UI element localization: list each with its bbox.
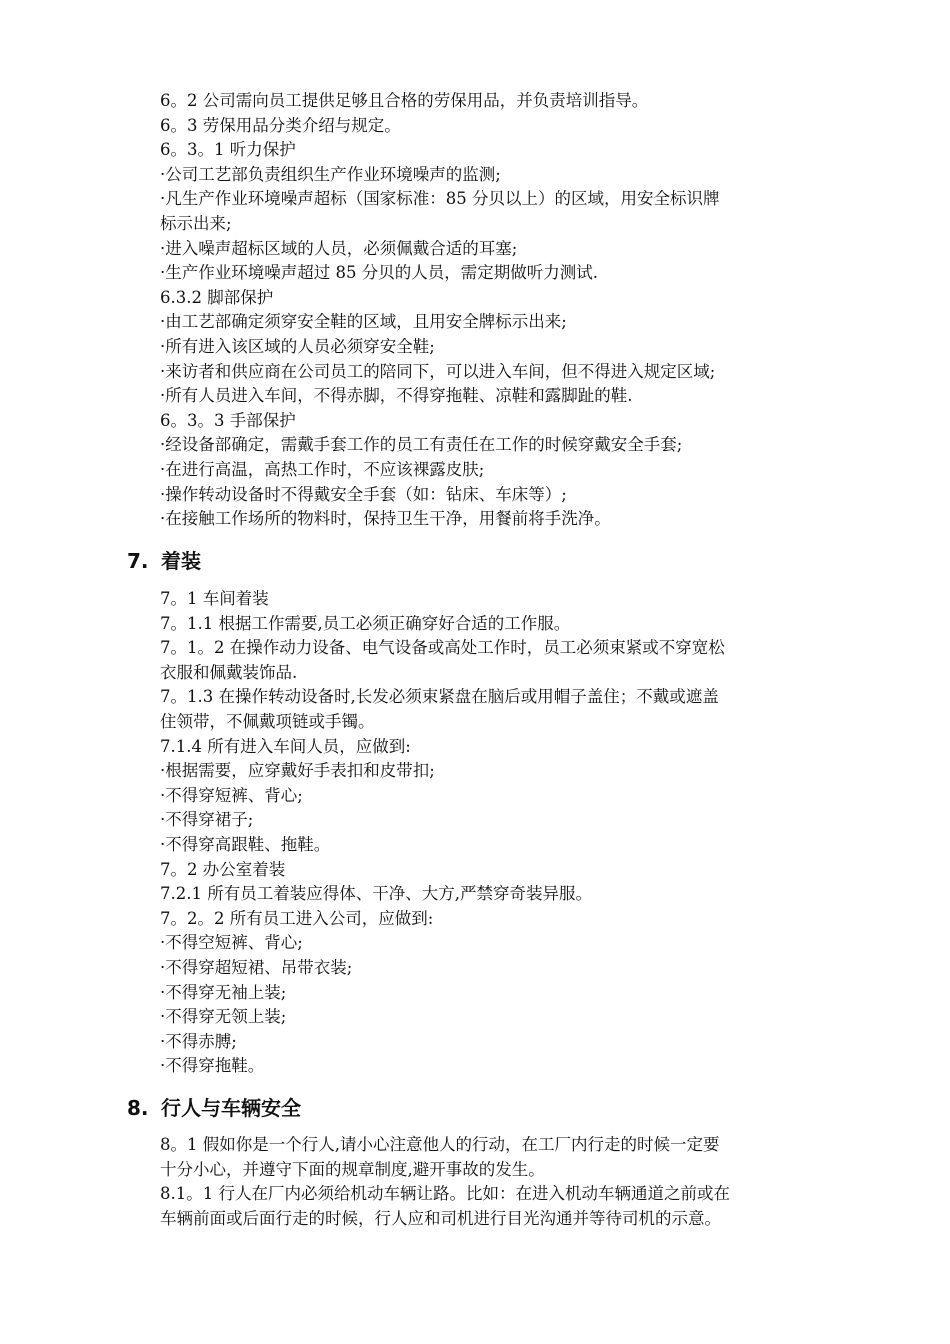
text-line: ·不得空短裤、背心; (160, 933, 303, 953)
text-line: 6。3。3 手部保护 (160, 410, 296, 430)
text-line: ·不得穿短裤、背心; (160, 785, 303, 805)
text-line: 8。1 假如你是一个行人,请小心注意他人的行动，在工厂内行走的时候一定要 (160, 1135, 720, 1154)
text-line: ·公司工艺部负责组织生产作业环境噪声的监测; (160, 164, 501, 184)
text-line: ·所有进入该区域的人员必须穿安全鞋; (160, 337, 435, 356)
section-8-number: 8. (127, 1096, 149, 1120)
text-line: ·不得赤膊; (160, 1031, 237, 1051)
section-7-title: 着装 (161, 549, 201, 573)
text-line: 7.1.4 所有进入车间人员，应做到: (160, 736, 411, 756)
text-line: ·不得穿高跟鞋、拖鞋。 (160, 835, 331, 854)
text-line: 7。1 车间着装 (160, 589, 269, 608)
text-line: ·在接触工作场所的物料时，保持卫生干净，用餐前将手洗净。 (160, 509, 611, 529)
text-line: ·来访者和供应商在公司员工的陪同下，可以进入车间，但不得进入规定区域; (160, 361, 716, 381)
text-line: ·不得穿无领上装; (160, 1007, 287, 1027)
text-line: 7。1。2 在操作动力设备、电气设备或高处工作时，员工必须束紧或不穿宽松 (160, 638, 725, 658)
text-line: 6。3。1 听力保护 (160, 140, 296, 160)
text-line: ·不得穿超短裙、吊带衣装; (160, 958, 353, 977)
text-line: ·生产作业环境噪声超过 85 分贝的人员，需定期做听力测试. (160, 263, 598, 283)
text-line: 住领带，不佩戴项链或手镯。 (160, 712, 375, 731)
text-line: ·不得穿拖鞋。 (160, 1056, 265, 1076)
text-line: 8.1。1 行人在厂内必须给机动车辆让路。比如：在进入机动车辆通道之前或在 (160, 1184, 730, 1204)
text-line: ·操作转动设备时不得戴安全手套（如：钻床、车床等）; (160, 484, 567, 504)
text-line: ·所有人员进入车间，不得赤脚，不得穿拖鞋、凉鞋和露脚趾的鞋. (160, 386, 633, 406)
text-line: 6.3.2 脚部保护 (160, 287, 274, 307)
text-line: 6。2 公司需向员工提供足够且合格的劳保用品，并负责培训指导。 (160, 91, 649, 110)
text-line: 衣服和佩戴装饰品. (160, 662, 298, 682)
text-line: 车辆前面或后面行走的时候，行人应和司机进行目光沟通并等待司机的示意。 (160, 1208, 721, 1228)
text-line: 7。2。2 所有员工进入公司，应做到: (160, 908, 434, 928)
text-line: 7。1.3 在操作转动设备时,长发必须束紧盘在脑后或用帽子盖住；不戴或遮盖 (160, 687, 719, 707)
text-line: 6。3 劳保用品分类介绍与规定。 (160, 115, 401, 135)
text-line: 7。1.1 根据工作需要,员工必须正确穿好合适的工作服。 (160, 613, 571, 633)
text-line: 标示出来; (160, 214, 232, 233)
text-line: ·在进行高温，高热工作时，不应该裸露皮肤; (160, 460, 485, 479)
text-line: ·不得穿裙子; (160, 810, 254, 830)
section-7-heading (127, 547, 201, 575)
section-8-heading (127, 1094, 301, 1122)
text-line: 十分小心，并遵守下面的规章制度,避开事故的发生。 (160, 1159, 545, 1179)
section-7-number: 7. (127, 549, 149, 573)
text-line: ·由工艺部确定须穿安全鞋的区域，且用安全牌标示出来; (160, 312, 567, 332)
text-line: ·凡生产作业环境噪声超标（国家标准：85 分贝以上）的区域，用安全标识牌 (160, 189, 720, 209)
text-line: ·不得穿无袖上装; (160, 982, 287, 1002)
text-line: 7.2.1 所有员工着装应得体、干净、大方,严禁穿奇装异服。 (160, 884, 592, 904)
section-8-title: 行人与车辆安全 (161, 1096, 301, 1120)
text-line: ·根据需要，应穿戴好手表扣和皮带扣; (160, 761, 435, 781)
text-line: ·经设备部确定，需戴手套工作的员工有责任在工作的时候穿戴安全手套; (160, 435, 683, 455)
text-line: ·进入噪声超标区域的人员，必须佩戴合适的耳塞; (160, 238, 518, 258)
text-line: 7。2 办公室着装 (160, 859, 286, 879)
